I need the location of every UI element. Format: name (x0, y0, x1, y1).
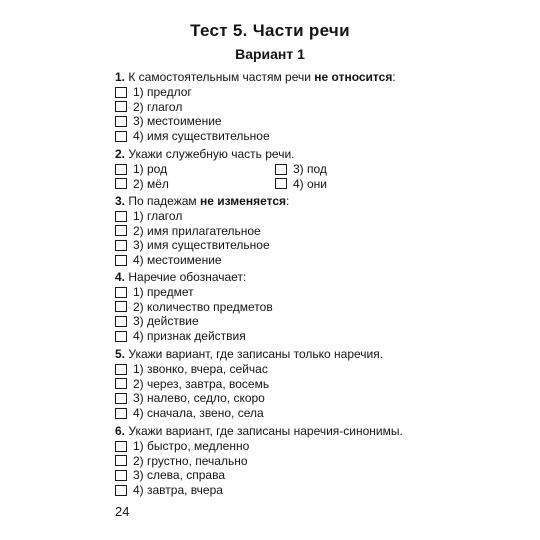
question-1 (115, 70, 435, 143)
answer-option (115, 209, 435, 224)
question-text: Укажи вариант, где записаны наречия-синонимы. (128, 424, 403, 438)
answer-label: 4) местоимение (133, 252, 222, 267)
question-number: 4. (115, 270, 126, 284)
answer-checkbox[interactable] (115, 316, 127, 327)
answer-label: 3) слева, справа (133, 468, 226, 483)
answer-label: 3) действие (133, 314, 199, 329)
question-1-text (115, 70, 435, 85)
question-number: 2. (115, 147, 126, 161)
answer-checkbox[interactable] (115, 225, 127, 236)
answer-label: 1) быстро, медленно (133, 439, 250, 453)
answer-checkbox[interactable] (115, 287, 127, 298)
question-punct: : (392, 70, 396, 84)
answer-checkbox[interactable] (115, 178, 127, 189)
answer-checkbox[interactable] (115, 116, 127, 127)
answer-label: 2) грустно, печально (133, 453, 248, 468)
answer-checkbox[interactable] (115, 101, 127, 112)
answer-label: 2) глагол (133, 99, 183, 114)
answer-option (115, 129, 435, 144)
question-punct: : (286, 194, 290, 208)
answer-option (115, 177, 275, 192)
answer-option (115, 314, 435, 329)
question-text: Укажи вариант, где записаны только наречия. (128, 347, 384, 361)
answer-options (115, 209, 435, 267)
answer-option (115, 300, 435, 315)
answer-checkbox[interactable] (115, 441, 127, 452)
question-2-text (115, 147, 435, 162)
answer-label: 4) признак действия (133, 328, 246, 343)
answer-option (115, 439, 435, 454)
answer-label: 2) мёл (133, 176, 169, 191)
answer-checkbox[interactable] (115, 378, 127, 389)
answer-option (115, 329, 435, 344)
question-2 (115, 147, 435, 191)
answer-options (115, 162, 435, 191)
answer-checkbox[interactable] (275, 164, 287, 175)
answer-checkbox[interactable] (115, 240, 127, 251)
page-number: 24 (115, 504, 130, 519)
answer-option (115, 85, 435, 100)
question-number: 6. (115, 424, 126, 438)
answer-options (115, 439, 435, 497)
answer-option (115, 224, 435, 239)
answer-checkbox[interactable] (115, 131, 127, 142)
question-6 (115, 424, 435, 497)
answer-label: 4) имя существительное (133, 128, 270, 143)
answer-option (115, 468, 435, 483)
question-number: 5. (115, 347, 126, 361)
answer-checkbox[interactable] (115, 393, 127, 404)
question-3-text (115, 194, 435, 209)
answer-option (115, 454, 435, 469)
answer-option (115, 483, 435, 498)
answer-option (275, 177, 395, 192)
answer-option (115, 114, 435, 129)
question-4-text (115, 270, 435, 285)
question-3 (115, 194, 435, 267)
answer-checkbox[interactable] (115, 470, 127, 481)
answer-checkbox[interactable] (115, 255, 127, 266)
question-number: 3. (115, 194, 126, 208)
question-text: По падежам (128, 194, 197, 208)
answer-checkbox[interactable] (115, 408, 127, 419)
variant-title: Вариант 1 (235, 46, 305, 62)
answer-label: 2) имя прилагательное (133, 223, 261, 238)
question-text: Наречие обозначает: (128, 270, 247, 284)
test-title: Тест 5. Части речи (190, 21, 350, 40)
answer-option (115, 391, 435, 406)
answer-label: 4) завтра, вчера (133, 482, 223, 497)
answer-label: 4) они (293, 176, 328, 191)
answer-option (275, 162, 395, 177)
answer-checkbox[interactable] (275, 178, 287, 189)
answer-option (115, 253, 435, 268)
answer-checkbox[interactable] (115, 164, 127, 175)
question-5 (115, 347, 435, 420)
answer-option (115, 377, 435, 392)
answer-options (115, 285, 435, 343)
question-6-text (115, 424, 435, 439)
answer-label: 1) предмет (133, 285, 194, 299)
answer-label: 3) под (293, 162, 327, 176)
answer-option (115, 285, 435, 300)
answer-label: 3) налево, седло, скоро (133, 391, 265, 406)
answer-options (115, 362, 435, 420)
question-emphasis: не изменяется (200, 194, 287, 208)
answer-checkbox[interactable] (115, 87, 127, 98)
answer-option (115, 406, 435, 421)
question-emphasis: не относится (314, 70, 393, 84)
answer-checkbox[interactable] (115, 331, 127, 342)
answer-checkbox[interactable] (115, 301, 127, 312)
question-5-text (115, 347, 435, 362)
answer-label: 2) количество предметов (133, 299, 273, 314)
question-4 (115, 270, 435, 343)
answer-label: 3) местоимение (133, 114, 222, 129)
answer-checkbox[interactable] (115, 364, 127, 375)
answer-label: 1) звонко, вчера, сейчас (133, 362, 268, 376)
answer-checkbox[interactable] (115, 211, 127, 222)
question-text: К самостоятельным частям речи (128, 70, 311, 84)
answer-label: 4) сначала, звено, села (133, 405, 264, 420)
question-text: Укажи служебную часть речи. (128, 147, 295, 161)
answer-label: 1) предлог (133, 85, 192, 99)
answer-checkbox[interactable] (115, 455, 127, 466)
answer-label: 1) глагол (133, 209, 183, 223)
answer-label: 3) имя существительное (133, 238, 270, 253)
answer-label: 2) через, завтра, восемь (133, 376, 270, 391)
answer-option (115, 162, 275, 177)
answer-options (115, 85, 435, 143)
answer-option (115, 100, 435, 115)
answer-checkbox[interactable] (115, 485, 127, 496)
answer-option (115, 238, 435, 253)
question-number: 1. (115, 70, 126, 84)
answer-label: 1) род (133, 162, 168, 176)
answer-option (115, 362, 435, 377)
